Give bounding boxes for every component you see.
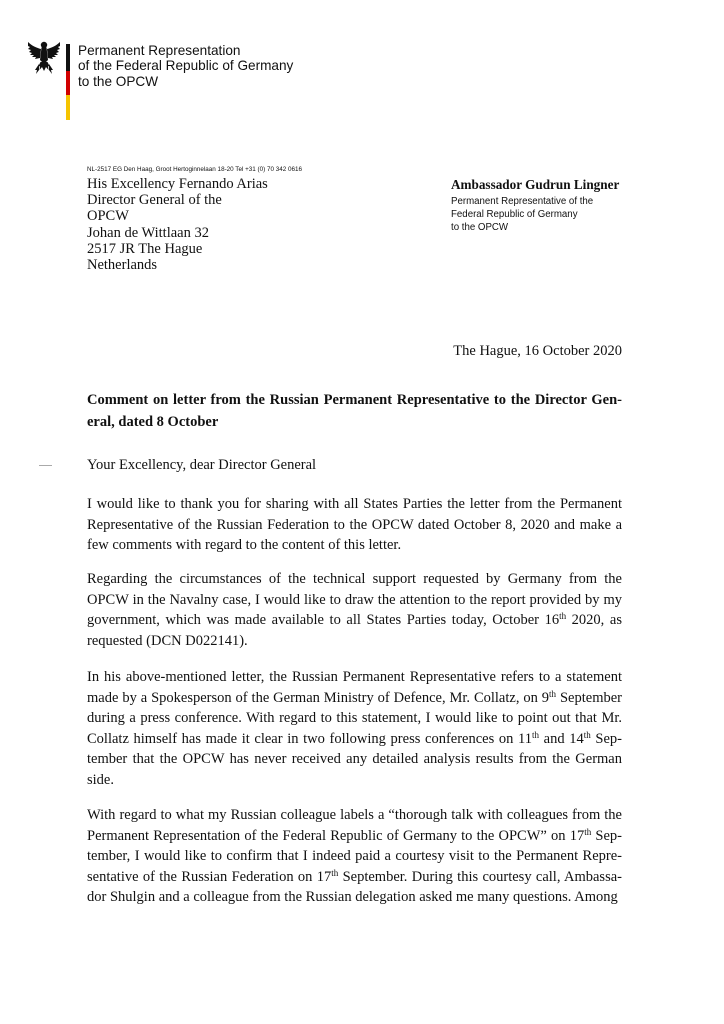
text-run: September that the OPCW has never received any detailed analysis results from the German side. — [87, 730, 623, 788]
text-run: In his above-mentioned letter, the Russian Permanent Representative refers to a statement made by a Spokesperson of the German Ministry of Defence, Mr. Collatz, on 9 — [87, 669, 622, 706]
signer-title-line: Permanent Representative of the — [451, 196, 594, 207]
signer-block — [451, 177, 619, 235]
text-run: and 14 — [539, 730, 584, 747]
superscript: th — [583, 729, 591, 740]
recipient-line: Netherlands — [87, 257, 158, 274]
superscript: th — [532, 729, 540, 740]
text-run: Regarding the circumstances of the technical support requested by Germany from the OPCW in the Navalny case, I would like to draw the attention to the report provided by my government, which was made available to all States Parties today, October 16 — [87, 571, 622, 628]
flag-black-stripe — [66, 44, 70, 71]
signer-title — [451, 196, 619, 235]
superscript: th — [559, 611, 567, 621]
org-line: of the Federal Republic of Germany — [78, 58, 294, 74]
german-flag-bar — [66, 44, 70, 120]
sender-address: NL-2517 EG Den Haag, Groot Hertoginnelaan 18-20 Tel +31 (0) 70 342 0616 — [87, 166, 302, 173]
salutation: Your Excellency, dear Director General — [87, 457, 317, 473]
text-run: 2020, as requested (DCN D022141). — [87, 612, 622, 649]
recipient-line: OPCW — [87, 208, 129, 225]
flag-red-stripe — [66, 71, 70, 95]
recipient-line: Director General of the — [87, 192, 222, 209]
letter-date: The Hague, 16 October 2020 — [453, 343, 622, 359]
body-paragraph-4 — [87, 805, 622, 908]
text-run: September, I would like to confirm that I indeed paid a courtesy visit to the Permanent Representative of the Russian Federation on 17 — [87, 827, 622, 885]
superscript: th — [584, 826, 592, 837]
recipient-line: His Excellency Fernando Arias — [87, 176, 268, 192]
text-run: September. During this courtesy call, Ambassador Shulgin and a colleague from the Russian delegation asked me many questions. Among — [87, 868, 622, 905]
federal-eagle-icon — [27, 40, 61, 78]
org-line: to the OPCW — [78, 73, 159, 89]
flag-gold-stripe — [66, 95, 70, 120]
signer-title-line: Federal Republic of Germany — [451, 208, 578, 220]
body-paragraph-2 — [87, 569, 622, 651]
text-run: With regard to what my Russian colleague labels a “thorough talk with colleagues from the Permanent Representation of the Federal Republic of Germany to the OPCW” on 17 — [87, 807, 622, 844]
signer-name: Ambassador Gudrun Lingner — [451, 177, 620, 192]
superscript: th — [331, 867, 339, 878]
signer-title-line: to the OPCW — [451, 221, 509, 233]
org-line: Permanent Representation — [78, 43, 241, 58]
body-paragraph-3 — [87, 667, 622, 790]
recipient-address — [87, 176, 268, 273]
superscript: th — [549, 688, 557, 699]
body-paragraph-1: I would like to thank you for sharing with all States Parties the letter from the Permanent Representative of the Russian Federation to the OPCW dated October 8, 2020 and make a few comments with regard to the content of this letter. — [87, 496, 622, 553]
recipient-line: Johan de Wittlaan 32 — [87, 224, 209, 241]
organization-name — [78, 43, 293, 89]
fold-mark — [39, 465, 52, 466]
recipient-line: 2517 JR The Hague — [87, 240, 203, 257]
text-run: September during a press conference. With regard to this statement, I would like to point out that Mr. Collatz himself has made it clear in two following press conferences on 11 — [87, 689, 622, 747]
letter-subject: Comment on letter from the Russian Permanent Representative to the Director General, dated 8 October — [87, 392, 622, 430]
